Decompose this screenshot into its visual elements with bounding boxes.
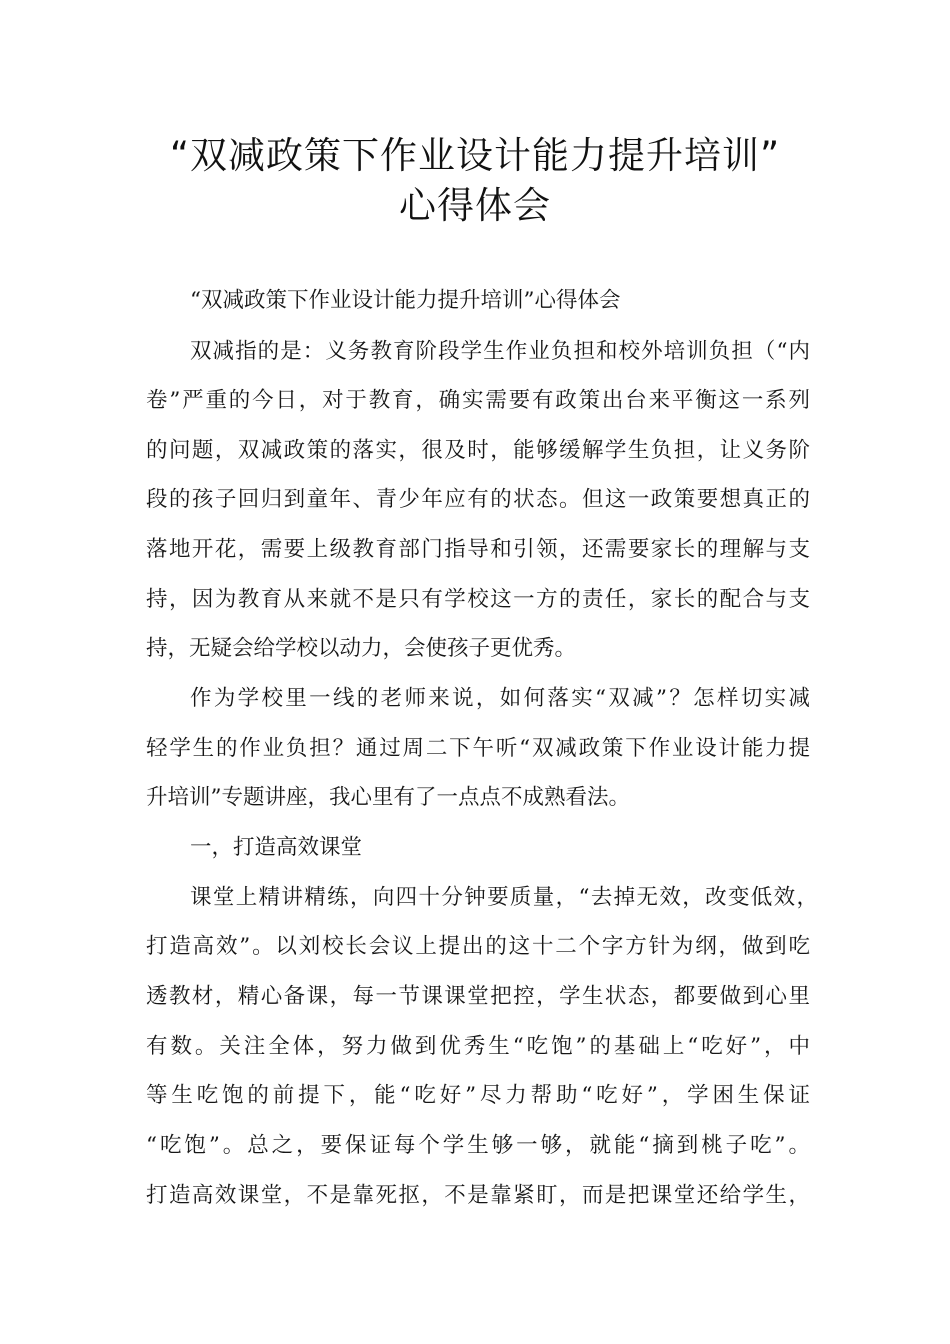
body-line: 作为学校里一线的老师来说，如何落实“双减”？怎样切实减	[190, 686, 810, 711]
document-title-line-2: 心得体会	[399, 184, 551, 227]
body-line: 段的孩子回归到童年、青少年应有的状态。但这一政策要想真正的	[146, 487, 810, 512]
body-line: 卷”严重的今日，对于教育，确实需要有政策出台来平衡这一系列	[146, 388, 810, 413]
body-line: 持，无疑会给学校以动力，会使孩子更优秀。	[146, 636, 577, 661]
body-line: 的问题，双减政策的落实，很及时，能够缓解学生负担，让义务阶	[146, 438, 810, 463]
document-title-line-1: “双减政策下作业设计能力提升培训”	[169, 134, 781, 177]
body-line: 双减指的是：义务教育阶段学生作业负担和校外培训负担（“内	[190, 339, 810, 364]
body-line: 课堂上精讲精练，向四十分钟要质量，“去掉无效，改变低效，	[190, 885, 818, 910]
body-line: 有数。关注全体，努力做到优秀生“吃饱”的基础上“吃好”，中	[146, 1034, 810, 1059]
body-line: 轻学生的作业负担？通过周二下午听“双减政策下作业设计能力提	[146, 736, 810, 761]
body-line: “吃饱”。总之，要保证每个学生够一够，就能“摘到桃子吃”。	[146, 1133, 810, 1158]
body-line: 透教材，精心备课，每一节课课堂把控，学生状态，都要做到心里	[146, 984, 810, 1009]
body-subtitle: “双减政策下作业设计能力提升培训”心得体会	[190, 288, 621, 313]
body-line: 持，因为教育从来就不是只有学校这一方的责任，家长的配合与支	[146, 587, 810, 612]
body-line: 落地开花，需要上级教育部门指导和引领，还需要家长的理解与支	[146, 537, 810, 562]
section-heading: 一，打造高效课堂	[190, 835, 363, 860]
body-line: 升培训”专题讲座，我心里有了一点点不成熟看法。	[146, 785, 630, 810]
body-line: 等生吃饱的前提下，能“吃好”尽力帮助“吃好”，学困生保证	[146, 1083, 810, 1108]
body-line: 打造高效”。以刘校长会议上提出的这十二个字方针为纲，做到吃	[146, 934, 810, 959]
body-line: 打造高效课堂，不是靠死抠，不是靠紧盯，而是把课堂还给学生，	[146, 1183, 810, 1208]
